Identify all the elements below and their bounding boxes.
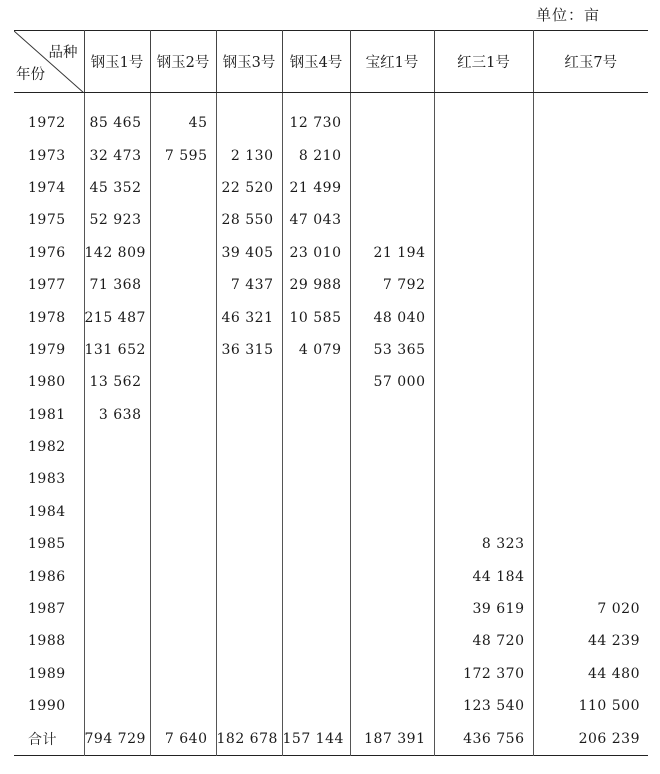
value-cell: [282, 658, 350, 690]
value-cell: 39 405: [216, 237, 282, 269]
value-cell: [84, 560, 150, 592]
value-cell: 7 437: [216, 269, 282, 301]
value-cell: [434, 93, 533, 140]
value-cell: [434, 334, 533, 366]
value-cell: [350, 204, 434, 236]
value-cell: [84, 593, 150, 625]
value-cell: 21 194: [350, 237, 434, 269]
year-cell: 1990: [28, 698, 66, 715]
value-cell: 7 640: [150, 722, 216, 755]
year-cell: 合计: [28, 731, 57, 748]
table-row: [14, 269, 648, 301]
value-cell: 172 370: [434, 658, 533, 690]
value-cell: [84, 625, 150, 657]
value-cell: [434, 237, 533, 269]
value-cell: [282, 496, 350, 528]
year-cell: 1974: [28, 179, 66, 196]
value-cell: 71 368: [84, 269, 150, 301]
table-row: [14, 560, 648, 592]
table-row: [14, 431, 648, 463]
value-cell: [216, 463, 282, 495]
data-table: [14, 30, 648, 756]
header-row: [14, 31, 648, 93]
value-cell: [216, 496, 282, 528]
value-cell: [533, 528, 648, 560]
value-cell: [533, 334, 648, 366]
total-row: [14, 722, 648, 755]
value-cell: [533, 399, 648, 431]
value-cell: [350, 431, 434, 463]
value-cell: 23 010: [282, 237, 350, 269]
value-cell: [150, 431, 216, 463]
value-cell: 187 391: [350, 722, 434, 755]
column-header: 钢玉4号: [282, 31, 350, 93]
table-row: [14, 301, 648, 333]
value-cell: [533, 237, 648, 269]
value-cell: 45 352: [84, 172, 150, 204]
value-cell: [216, 625, 282, 657]
table-row: [14, 528, 648, 560]
value-cell: [282, 431, 350, 463]
value-cell: 123 540: [434, 690, 533, 722]
value-cell: [350, 658, 434, 690]
value-cell: 48 040: [350, 301, 434, 333]
value-cell: [150, 301, 216, 333]
year-cell: 1985: [28, 536, 66, 553]
value-cell: [434, 269, 533, 301]
value-cell: 131 652: [84, 334, 150, 366]
corner-variety-label: 品种: [48, 45, 78, 61]
year-cell: 1972: [28, 115, 66, 132]
value-cell: [150, 658, 216, 690]
value-cell: [216, 528, 282, 560]
year-cell: 1981: [28, 406, 66, 423]
table-row: [14, 625, 648, 657]
value-cell: [150, 625, 216, 657]
value-cell: 12 730: [282, 93, 350, 140]
corner-header: [14, 31, 84, 93]
value-cell: [533, 93, 648, 140]
value-cell: [84, 690, 150, 722]
value-cell: 206 239: [533, 722, 648, 755]
value-cell: 48 720: [434, 625, 533, 657]
table-row: [14, 593, 648, 625]
value-cell: [434, 301, 533, 333]
year-cell: 1983: [28, 471, 66, 488]
value-cell: [84, 658, 150, 690]
value-cell: [434, 496, 533, 528]
value-cell: [84, 431, 150, 463]
value-cell: 44 184: [434, 560, 533, 592]
value-cell: 28 550: [216, 204, 282, 236]
value-cell: [350, 690, 434, 722]
value-cell: 47 043: [282, 204, 350, 236]
year-cell: 1988: [28, 633, 66, 650]
value-cell: [350, 399, 434, 431]
table-row: [14, 334, 648, 366]
value-cell: [434, 139, 533, 171]
year-cell: 1987: [28, 601, 66, 618]
value-cell: [216, 366, 282, 398]
value-cell: [150, 496, 216, 528]
table-row: [14, 204, 648, 236]
value-cell: [350, 528, 434, 560]
value-cell: [150, 237, 216, 269]
year-cell: 1978: [28, 309, 66, 326]
value-cell: [533, 366, 648, 398]
value-cell: 44 480: [533, 658, 648, 690]
value-cell: [216, 593, 282, 625]
value-cell: 53 365: [350, 334, 434, 366]
value-cell: [434, 431, 533, 463]
table-row: [14, 658, 648, 690]
value-cell: [84, 463, 150, 495]
value-cell: 2 130: [216, 139, 282, 171]
column-header: 钢玉1号: [84, 31, 150, 93]
value-cell: 22 520: [216, 172, 282, 204]
value-cell: [350, 625, 434, 657]
value-cell: [216, 93, 282, 140]
value-cell: 52 923: [84, 204, 150, 236]
value-cell: 182 678: [216, 722, 282, 755]
value-cell: [150, 528, 216, 560]
value-cell: [150, 593, 216, 625]
value-cell: 4 079: [282, 334, 350, 366]
table-row: [14, 93, 648, 140]
value-cell: 7 595: [150, 139, 216, 171]
value-cell: 10 585: [282, 301, 350, 333]
value-cell: [150, 399, 216, 431]
value-cell: [533, 463, 648, 495]
column-header: 红三1号: [434, 31, 533, 93]
value-cell: [282, 625, 350, 657]
value-cell: [150, 172, 216, 204]
value-cell: [84, 496, 150, 528]
value-cell: [216, 560, 282, 592]
value-cell: [350, 496, 434, 528]
column-header: 钢玉3号: [216, 31, 282, 93]
value-cell: [533, 269, 648, 301]
value-cell: 142 809: [84, 237, 150, 269]
value-cell: [533, 172, 648, 204]
table-body: [14, 93, 648, 756]
value-cell: [282, 528, 350, 560]
table-row: [14, 399, 648, 431]
table-row: [14, 463, 648, 495]
corner-year-label: 年份: [16, 67, 45, 83]
year-cell: 1980: [28, 374, 66, 391]
value-cell: [84, 528, 150, 560]
value-cell: [282, 593, 350, 625]
value-cell: [282, 560, 350, 592]
year-cell: 1982: [28, 439, 66, 456]
value-cell: [350, 463, 434, 495]
value-cell: [216, 399, 282, 431]
value-cell: [282, 463, 350, 495]
value-cell: [216, 431, 282, 463]
value-cell: 794 729: [84, 722, 150, 755]
value-cell: [216, 690, 282, 722]
value-cell: 85 465: [84, 93, 150, 140]
value-cell: 8 323: [434, 528, 533, 560]
value-cell: 39 619: [434, 593, 533, 625]
value-cell: [533, 139, 648, 171]
year-cell: 1977: [28, 277, 66, 294]
value-cell: 29 988: [282, 269, 350, 301]
value-cell: 57 000: [350, 366, 434, 398]
table-row: [14, 172, 648, 204]
value-cell: 8 210: [282, 139, 350, 171]
value-cell: [150, 690, 216, 722]
table-row: [14, 237, 648, 269]
value-cell: 436 756: [434, 722, 533, 755]
value-cell: [350, 172, 434, 204]
value-cell: 215 487: [84, 301, 150, 333]
table-row: [14, 139, 648, 171]
value-cell: 7 020: [533, 593, 648, 625]
year-cell: 1984: [28, 503, 66, 520]
value-cell: 7 792: [350, 269, 434, 301]
value-cell: [282, 366, 350, 398]
value-cell: [216, 658, 282, 690]
table-row: [14, 366, 648, 398]
value-cell: [150, 560, 216, 592]
value-cell: [150, 269, 216, 301]
value-cell: [533, 431, 648, 463]
year-cell: 1979: [28, 341, 66, 358]
value-cell: 44 239: [533, 625, 648, 657]
value-cell: [533, 301, 648, 333]
year-cell: 1986: [28, 568, 66, 585]
value-cell: 46 321: [216, 301, 282, 333]
value-cell: [350, 93, 434, 140]
table-row: [14, 496, 648, 528]
value-cell: [350, 560, 434, 592]
value-cell: 45: [150, 93, 216, 140]
value-cell: [150, 366, 216, 398]
value-cell: [434, 172, 533, 204]
value-cell: 36 315: [216, 334, 282, 366]
value-cell: 3 638: [84, 399, 150, 431]
value-cell: 13 562: [84, 366, 150, 398]
value-cell: [350, 139, 434, 171]
value-cell: [282, 399, 350, 431]
value-cell: [434, 366, 533, 398]
column-header: 钢玉2号: [150, 31, 216, 93]
year-cell: 1973: [28, 147, 66, 164]
value-cell: [150, 204, 216, 236]
value-cell: [150, 463, 216, 495]
value-cell: [282, 690, 350, 722]
year-cell: 1989: [28, 665, 66, 682]
value-cell: 110 500: [533, 690, 648, 722]
value-cell: [150, 334, 216, 366]
column-header: 宝红1号: [350, 31, 434, 93]
year-cell: 1975: [28, 212, 66, 229]
year-cell: 1976: [28, 244, 66, 261]
table-row: [14, 690, 648, 722]
value-cell: 32 473: [84, 139, 150, 171]
column-header: 红玉7号: [533, 31, 648, 93]
value-cell: [350, 593, 434, 625]
value-cell: 21 499: [282, 172, 350, 204]
value-cell: [533, 204, 648, 236]
value-cell: [533, 496, 648, 528]
unit-label: 单位：亩: [536, 6, 601, 24]
value-cell: [533, 560, 648, 592]
value-cell: 157 144: [282, 722, 350, 755]
value-cell: [434, 204, 533, 236]
value-cell: [434, 463, 533, 495]
value-cell: [434, 399, 533, 431]
